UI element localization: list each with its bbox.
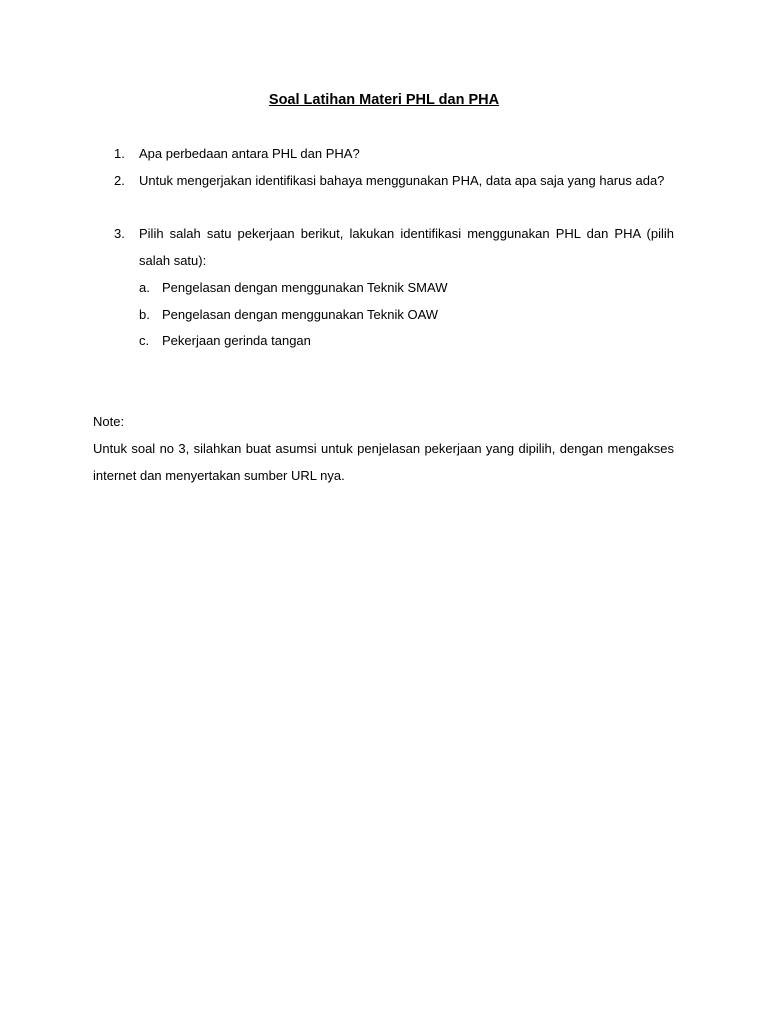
sub-item-letter: c. [139, 333, 150, 348]
question-number: 2. [114, 173, 125, 188]
sub-item-letter: b. [139, 307, 150, 322]
sub-item-letter: a. [139, 280, 150, 295]
question-text: Apa perbedaan antara PHL dan PHA? [139, 146, 360, 161]
question-text: Pilih salah satu pekerjaan berikut, lakukan identifikasi menggunakan PHL dan PHA (pilih salah satu): [139, 226, 674, 268]
note-label: Note: [93, 414, 125, 429]
question-number: 3. [114, 226, 125, 241]
sub-item-text: Pengelasan dengan menggunakan Teknik SMAW [162, 280, 448, 295]
note-text: Untuk soal no 3, silahkan buat asumsi untuk penjelasan pekerjaan yang dipilih, dengan mengakses internet dan menyertakan sumber URL nya. [93, 441, 674, 483]
document-title: Soal Latihan Materi PHL dan PHA [268, 92, 500, 108]
question-number: 1. [114, 146, 125, 161]
sub-item-text: Pekerjaan gerinda tangan [162, 333, 311, 348]
sub-item-text: Pengelasan dengan menggunakan Teknik OAW [162, 307, 439, 322]
question-text: Untuk mengerjakan identifikasi bahaya menggunakan PHA, data apa saja yang harus ada? [139, 173, 665, 188]
